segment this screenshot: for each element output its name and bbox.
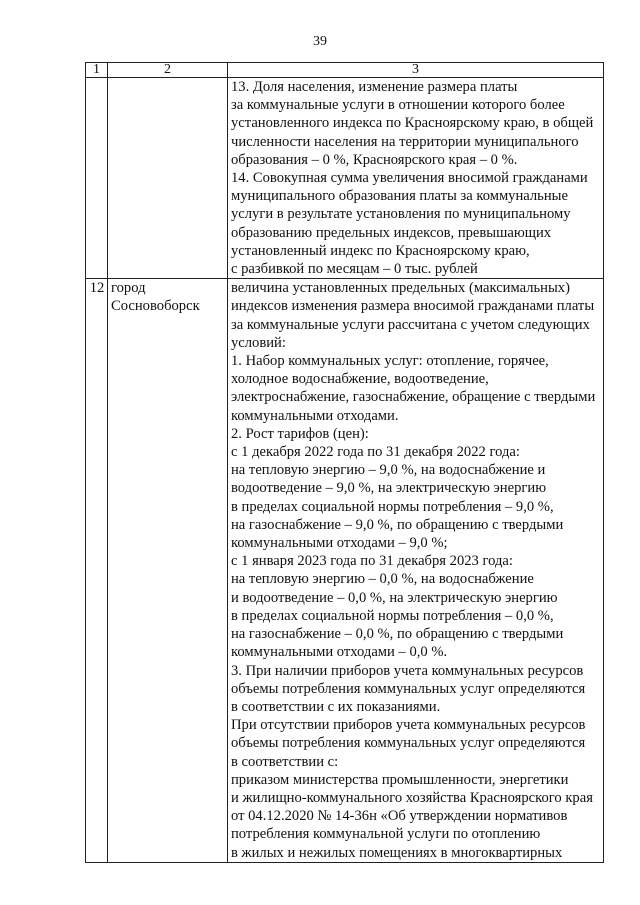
text-line: условий: <box>231 334 286 351</box>
text-line: Сосновоборск <box>111 298 200 315</box>
text-line: с 1 декабря 2022 года по 31 декабря 2022 года: <box>231 444 520 461</box>
page-number: 39 <box>313 34 327 49</box>
text-line: установленного индекса по Красноярскому краю, в общей <box>231 115 594 132</box>
text-line: При отсутствии приборов учета коммунальных ресурсов <box>231 717 586 734</box>
municipality-cell <box>108 279 228 863</box>
text-line: 3. При наличии приборов учета коммунальных ресурсов <box>231 662 584 679</box>
document-table <box>85 62 604 863</box>
text-line: на тепловую энергию – 9,0 %, на водоснабжение и <box>231 462 546 479</box>
text-line: и водоотведение – 0,0 %, на электрическую энергию <box>231 589 558 606</box>
row-number-cell: 12 <box>86 279 108 863</box>
text-line: величина установленных предельных (максимальных) <box>231 280 570 297</box>
text-line: 13. Доля населения, изменение размера платы <box>231 79 518 95</box>
text-line: электроснабжение, газоснабжение, обращение с твердыми <box>231 389 596 406</box>
table-row <box>86 78 604 279</box>
text-line: водоотведение – 9,0 %, на электрическую энергию <box>231 480 547 497</box>
text-line: коммунальными отходами – 9,0 %; <box>231 535 448 552</box>
text-line: потребления коммунальной услуги по отоплению <box>231 826 541 843</box>
text-line: образования – 0 %, Красноярского края – 0 %. <box>231 151 518 168</box>
text-line: услуги в результате установления по муниципальному <box>231 206 571 223</box>
text-line: приказом министерства промышленности, энергетики <box>231 771 569 788</box>
text-line: от 04.12.2020 № 14-36н «Об утверждении нормативов <box>231 808 568 825</box>
table-row <box>86 279 604 863</box>
text-line: и жилищно-коммунального хозяйства Красноярского края <box>231 789 593 806</box>
text-line: в пределах социальной нормы потребления – 0,0 %, <box>231 607 554 624</box>
text-line: на газоснабжение – 0,0 %, по обращению с твердыми <box>231 626 564 643</box>
text-line: коммунальными отходами. <box>231 407 399 424</box>
column-header-1: 1 <box>86 63 108 78</box>
text-line: индексов изменения размера вносимой гражданами платы <box>231 298 595 315</box>
text-line: образованию предельных индексов, превышающих <box>231 224 552 241</box>
text-line: 2. Рост тарифов (цен): <box>231 425 369 442</box>
table-header-row <box>86 63 604 78</box>
text-line: за коммунальные услуги в отношении которого более <box>231 97 565 114</box>
text-line: 1. Набор коммунальных услуг: отопление, горячее, <box>231 353 549 370</box>
text-line: в пределах социальной нормы потребления – 9,0 %, <box>231 498 554 515</box>
text-line: город <box>111 280 146 297</box>
text-line: в жилых и нежилых помещениях в многоквартирных <box>231 844 563 861</box>
text-line: объемы потребления коммунальных услуг определяются <box>231 680 586 697</box>
text-line: холодное водоснабжение, водоотведение, <box>231 371 489 388</box>
text-line: с 1 января 2023 года по 31 декабря 2023 года: <box>231 553 513 570</box>
description-cell <box>228 78 604 279</box>
municipality-cell <box>108 78 228 279</box>
text-line: муниципального образования платы за коммунальные <box>231 188 568 205</box>
text-line: в соответствии с их показаниями. <box>231 698 441 715</box>
text-line: в соответствии с: <box>231 753 339 770</box>
text-line: коммунальными отходами – 0,0 %. <box>231 644 448 661</box>
text-line: объемы потребления коммунальных услуг определяются <box>231 735 586 752</box>
text-line: численности населения на территории муниципального <box>231 133 579 150</box>
column-header-2: 2 <box>108 63 228 78</box>
text-line: на тепловую энергию – 0,0 %, на водоснабжение <box>231 571 534 588</box>
row-number-cell <box>86 78 108 279</box>
text-line: на газоснабжение – 9,0 %, по обращению с твердыми <box>231 516 564 533</box>
text-line: за коммунальные услуги рассчитана с учетом следующих <box>231 316 590 333</box>
description-cell <box>228 279 604 863</box>
text-line: 14. Совокупная сумма увеличения вносимой гражданами <box>231 170 588 187</box>
text-line: с разбивкой по месяцам – 0 тыс. рублей <box>231 261 478 278</box>
column-header-3: 3 <box>228 63 604 78</box>
text-line: установленный индекс по Красноярскому краю, <box>231 242 530 259</box>
